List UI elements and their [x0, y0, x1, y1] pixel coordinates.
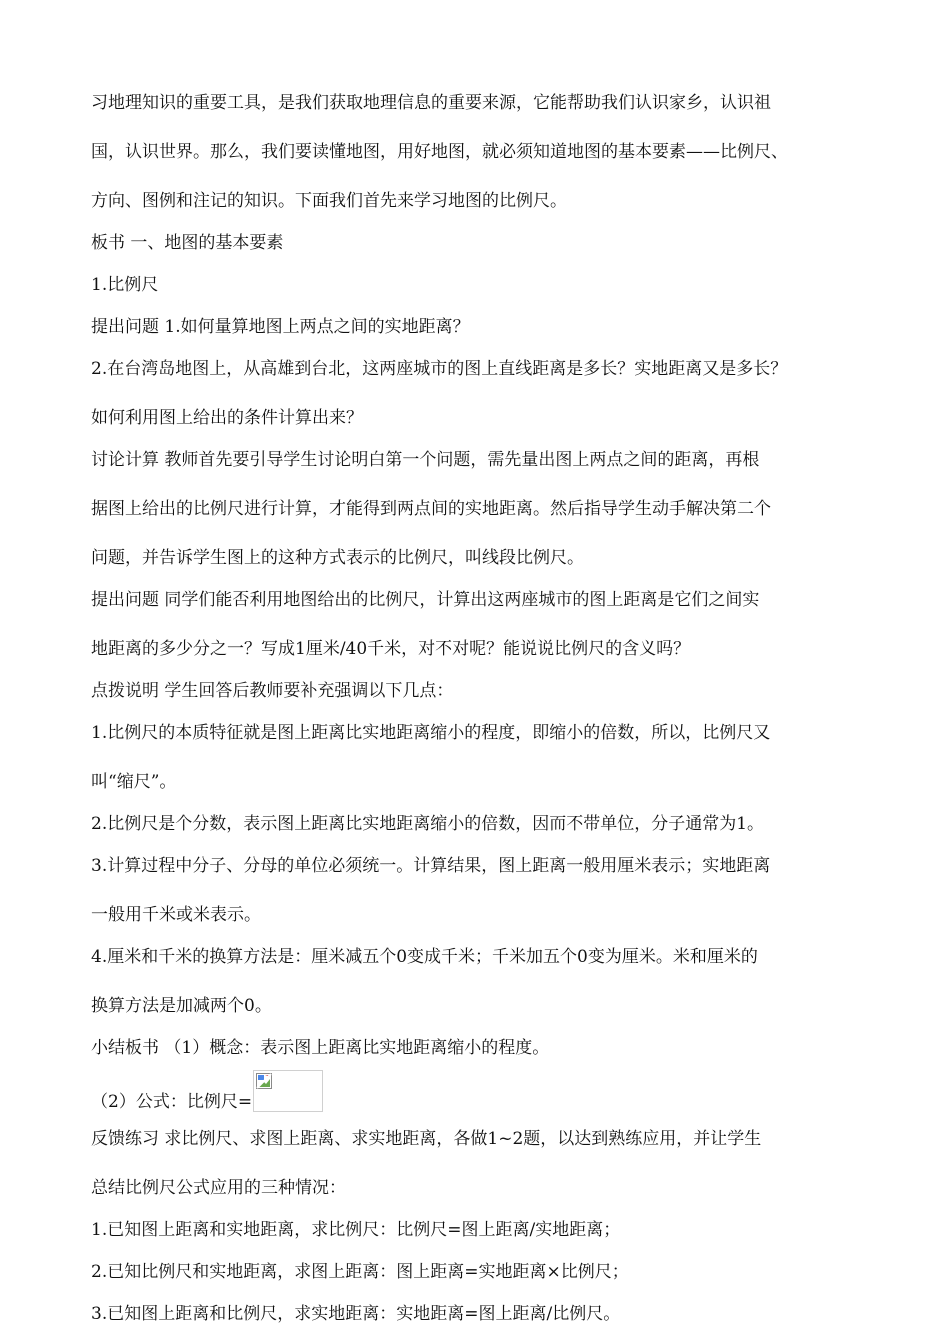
paragraph-line: 总结比例尺公式应用的三种情况：	[91, 1178, 346, 1198]
paragraph-line: 1.比例尺的本质特征就是图上距离比实地距离缩小的程度，即缩小的倍数，所以，比例尺又	[91, 723, 771, 743]
formula-image	[253, 1070, 323, 1112]
paragraph-line: 习地理知识的重要工具，是我们获取地理信息的重要来源，它能帮助我们认识家乡，认识祖	[91, 93, 771, 113]
document-page	[91, 92, 863, 1326]
paragraph-line: 如何利用图上给出的条件计算出来？	[91, 408, 363, 428]
subsection-heading: 1.比例尺	[91, 275, 159, 295]
formula-line	[91, 1070, 863, 1114]
paragraph-line: 据图上给出的比例尺进行计算，才能得到两点间的实地距离。然后指导学生动手解决第二个	[91, 499, 771, 519]
paragraph-line: 地距离的多少分之一？写成1厘米/40千米，对不对呢？能说说比例尺的含义吗？	[91, 639, 691, 659]
paragraph-line: 小结板书 （1）概念：表示图上距离比实地距离缩小的程度。	[91, 1038, 550, 1058]
paragraph-line: 4.厘米和千米的换算方法是：厘米减五个0变成千米；千米加五个0变为厘米。米和厘米的	[91, 947, 758, 967]
broken-image-icon	[256, 1073, 272, 1089]
formula-label: （2）公式：比例尺=	[91, 1092, 253, 1112]
paragraph-line: 提出问题 同学们能否利用地图给出的比例尺，计算出这两座城市的图上距离是它们之间实	[91, 590, 760, 610]
paragraph-line: 反馈练习 求比例尺、求图上距离、求实地距离，各做1~2题，以达到熟练应用，并让学生	[91, 1129, 762, 1149]
paragraph-line: 方向、图例和注记的知识。下面我们首先来学习地图的比例尺。	[91, 191, 567, 211]
paragraph-line: 3.已知图上距离和比例尺，求实地距离：实地距离=图上距离/比例尺。	[91, 1304, 621, 1324]
paragraph-line: 问题，并告诉学生图上的这种方式表示的比例尺，叫线段比例尺。	[91, 548, 584, 568]
paragraph-line: 叫“缩尺”。	[91, 772, 177, 792]
paragraph-line: 2.比例尺是个分数，表示图上距离比实地距离缩小的倍数，因而不带单位，分子通常为1。	[91, 814, 765, 834]
paragraph-line: 2.在台湾岛地图上，从高雄到台北，这两座城市的图上直线距离是多长？实地距离又是多长？	[91, 359, 788, 379]
paragraph-line: 1.已知图上距离和实地距离，求比例尺：比例尺=图上距离/实地距离；	[91, 1220, 621, 1240]
paragraph-line: 3.计算过程中分子、分母的单位必须统一。计算结果，图上距离一般用厘米表示；实地距离	[91, 856, 771, 876]
paragraph-line: 讨论计算 教师首先要引导学生讨论明白第一个问题，需先量出图上两点之间的距离，再根	[91, 450, 760, 470]
paragraph-line: 2.已知比例尺和实地距离，求图上距离：图上距离=实地距离×比例尺；	[91, 1262, 629, 1282]
paragraph-line: 国，认识世界。那么，我们要读懂地图，用好地图，就必须知道地图的基本要素——比例尺、	[91, 142, 788, 162]
paragraph-line: 一般用千米或米表示。	[91, 905, 261, 925]
paragraph-line: 换算方法是加减两个0。	[91, 996, 272, 1016]
paragraph-line: 提出问题 1.如何量算地图上两点之间的实地距离？	[91, 317, 470, 337]
paragraph-line: 点拨说明 学生回答后教师要补充强调以下几点：	[91, 681, 454, 701]
section-heading: 板书 一、地图的基本要素	[91, 233, 284, 253]
